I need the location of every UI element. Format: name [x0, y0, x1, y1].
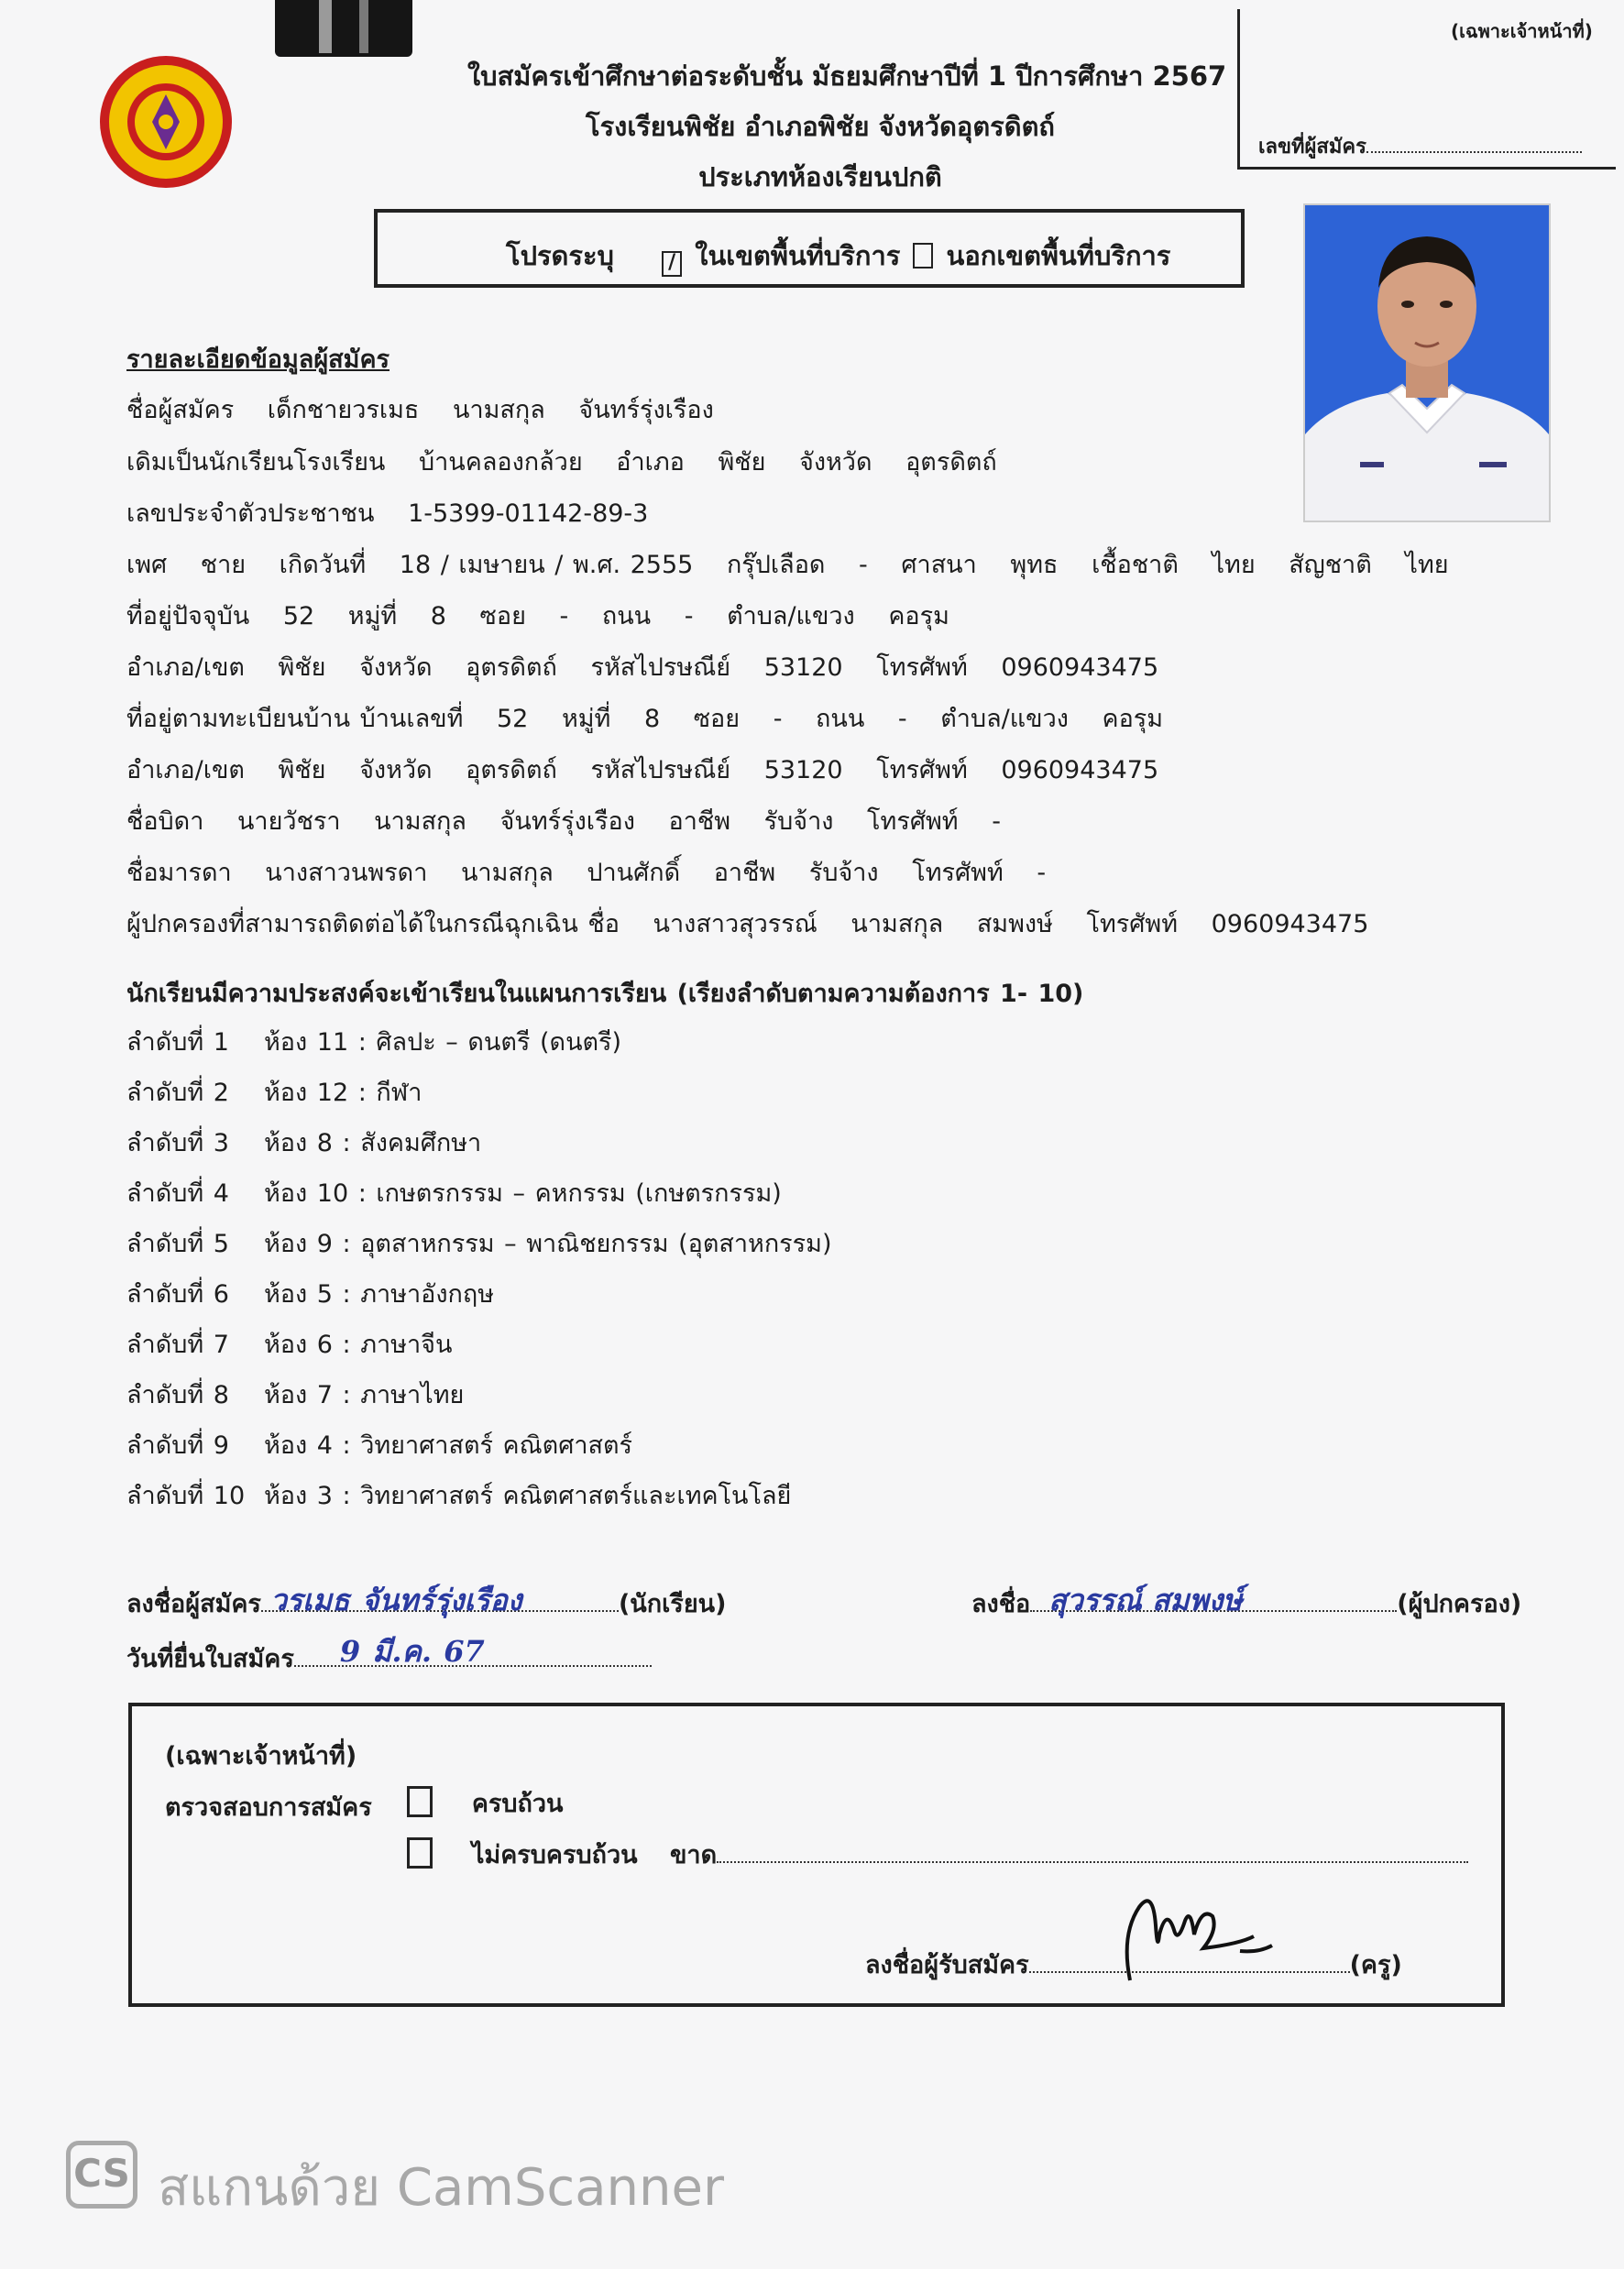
applicant-section-title: รายละเอียดข้อมูลผู้สมัคร — [126, 345, 390, 374]
plan-room: ห้อง 12 : กีฬา — [264, 1079, 422, 1107]
plan-rank: ลำดับที่ 10 — [126, 1482, 246, 1510]
submit-date-row: วันที่ยื่นใบสมัคร 9 มี.ค. 67 — [126, 1639, 652, 1678]
plan-rank: ลำดับที่ 8 — [126, 1381, 229, 1409]
study-plan-item — [126, 1123, 481, 1162]
birth-date: 18 / เมษายน / พ.ศ. 2555 — [399, 551, 694, 579]
plan-rank: ลำดับที่ 3 — [126, 1129, 229, 1157]
mother-row: ชื่อมารดา นางสาวนพรดา นามสกุล ปานศักดิ์ อาชีพ รับจ้าง โทรศัพท์ - — [126, 859, 1047, 887]
father-name: นายวัชรา — [236, 807, 341, 836]
in-area-checkbox[interactable]: / — [662, 251, 682, 277]
form-title: ใบสมัครเข้าศึกษาต่อระดับชั้น มัธยมศึกษาปีที่ 1 ปีการศึกษา 2567 — [467, 60, 1227, 92]
applicant-name-row: ชื่อผู้สมัคร เด็กชายวรเมธ นามสกุล จันทร์รุ่งเรือง — [126, 396, 714, 424]
mother-name: นางสาวนพรดา — [265, 859, 428, 887]
study-plan-item — [126, 1324, 452, 1364]
out-area-checkbox[interactable] — [913, 243, 933, 269]
incomplete-checkbox[interactable] — [407, 1837, 433, 1869]
submit-date: 9 มี.ค. 67 — [339, 1634, 485, 1669]
registered-address-row-1: ที่อยู่ตามทะเบียนบ้าน บ้านเลขที่ 52 หมู่ที่ 8 ซอย - ถนน - ตำบล/แขวง คอรุม — [126, 705, 1164, 733]
plan-rank: ลำดับที่ 5 — [126, 1230, 229, 1258]
plan-rank: ลำดับที่ 1 — [126, 1028, 229, 1057]
complete-option: ครบถ้วน — [407, 1783, 563, 1823]
plan-room: ห้อง 10 : เกษตรกรรม – คหกรรม (เกษตรกรรม) — [264, 1179, 782, 1208]
plan-room: ห้อง 5 : ภาษาอังกฤษ — [264, 1280, 495, 1309]
registered-address-row-2: อำเภอ/เขต พิชัย จังหวัด อุตรดิตถ์ รหัสไปรษณีย์ 53120 โทรศัพท์ 0960943475 — [126, 756, 1159, 784]
officer-only-label: (เฉพาะเจ้าหน้าที่) — [1451, 20, 1593, 42]
complete-checkbox[interactable] — [407, 1786, 433, 1817]
study-plan-item — [126, 1223, 832, 1263]
applicant-surname: จันทร์รุ่งเรือง — [578, 396, 714, 424]
previous-school: บ้านคลองกล้วย — [419, 448, 583, 477]
plan-room: ห้อง 6 : ภาษาจีน — [264, 1331, 453, 1359]
plan-rank: ลำดับที่ 4 — [126, 1179, 229, 1208]
applicant-photo — [1303, 203, 1551, 522]
guardian-row: ผู้ปกครองที่สามารถติดต่อได้ในกรณีฉุกเฉิน ชื่อ นางสาวสุวรรณ์ นามสกุล สมพงษ์ โทรศัพท์ 0960943475 — [126, 910, 1369, 938]
plan-room: ห้อง 7 : ภาษาไทย — [264, 1381, 465, 1409]
incomplete-option: ไม่ครบครบถ้วน ขาด — [407, 1835, 1468, 1874]
study-plan-title: นักเรียนมีความประสงค์จะเข้าเรียนในแผนการเรียน (เรียงลำดับตามความต้องการ 1- 10) — [126, 980, 1084, 1008]
officer-corner-box — [1237, 9, 1616, 170]
receiver-signature-row: ลงชื่อผู้รับสมัคร (ครู) — [865, 1945, 1402, 1984]
out-area-label: นอกเขตพื้นที่บริการ — [946, 240, 1171, 271]
service-area-box — [374, 209, 1245, 288]
plan-room: ห้อง 9 : อุตสาหกรรม – พาณิชยกรรม (อุตสาหกรรม) — [264, 1230, 832, 1258]
plan-room: ห้อง 8 : สังคมศึกษา — [264, 1129, 482, 1157]
guardian-signature-row: ลงชื่อ สุวรรณ์ สมพงษ์ (ผู้ปกครอง) — [971, 1584, 1521, 1623]
area-prompt: โปรดระบุ — [506, 240, 614, 271]
plan-rank: ลำดับที่ 2 — [126, 1079, 229, 1107]
school-line: โรงเรียนพิชัย อำเภอพิชัย จังหวัดอุตรดิตถ์ — [586, 111, 1055, 142]
id-number: 1-5399-01142-89-3 — [408, 499, 649, 528]
study-plan-item — [126, 1274, 494, 1313]
plan-room: ห้อง 4 : วิทยาศาสตร์ คณิตศาสตร์ — [264, 1431, 633, 1460]
plan-rank: ลำดับที่ 9 — [126, 1431, 229, 1460]
current-address-row-1: ที่อยู่ปัจจุบัน 52 หมู่ที่ 8 ซอย - ถนน - ตำบล/แขวง คอรุม — [126, 602, 949, 630]
study-plan-item — [126, 1375, 464, 1414]
school-logo — [97, 53, 235, 191]
classroom-type: ประเภทห้องเรียนปกติ — [698, 161, 942, 192]
id-number-row: เลขประจำตัวประชาชน 1-5399-01142-89-3 — [126, 499, 649, 528]
plan-rank: ลำดับที่ 7 — [126, 1331, 229, 1359]
study-plan-item — [126, 1173, 782, 1212]
guardian-name: นางสาวสุวรรณ์ — [653, 910, 817, 938]
applicant-signature: วรเมธ จันทร์รุ่งเรือง — [269, 1583, 522, 1617]
personal-info-row: เพศ ชาย เกิดวันที่ 18 / เมษายน / พ.ศ. 2555 กรุ๊ปเลือด - ศาสนา พุทธ เชื้อชาติ ไทย สัญชาติ ไทย — [126, 551, 1449, 579]
applicant-no-field: เลขที่ผู้สมัคร — [1258, 130, 1582, 162]
plan-room: ห้อง 3 : วิทยาศาสตร์ คณิตศาสตร์และเทคโนโลยี — [264, 1482, 792, 1510]
binder-clip — [275, 0, 412, 57]
study-plan-item — [126, 1022, 621, 1061]
staff-title: (เฉพาะเจ้าหน้าที่) — [165, 1742, 357, 1770]
guardian-signature: สุวรรณ์ สมพงษ์ — [1048, 1583, 1243, 1617]
applicant-signature-row: ลงชื่อผู้สมัคร วรเมธ จันทร์รุ่งเรือง (นักเรียน) — [126, 1584, 726, 1623]
previous-school-row: เดิมเป็นนักเรียนโรงเรียน บ้านคลองกล้วย อำเภอ พิชัย จังหวัด อุตรดิตถ์ — [126, 448, 997, 477]
current-address-row-2: อำเภอ/เขต พิชัย จังหวัด อุตรดิตถ์ รหัสไปรษณีย์ 53120 โทรศัพท์ 0960943475 — [126, 653, 1159, 682]
missing-items-field[interactable] — [717, 1861, 1468, 1863]
staff-section — [128, 1703, 1505, 2007]
in-area-label: ในเขตพื้นที่บริการ — [695, 240, 901, 271]
father-row: ชื่อบิดา นายวัชรา นามสกุล จันทร์รุ่งเรือง อาชีพ รับจ้าง โทรศัพท์ - — [126, 807, 1001, 836]
applicant-name: เด็กชายวรเมธ — [267, 396, 420, 424]
plan-rank: ลำดับที่ 6 — [126, 1280, 229, 1309]
plan-room: ห้อง 11 : ศิลปะ – ดนตรี (ดนตรี) — [264, 1028, 622, 1057]
camscanner-watermark: สแกนด้วย CamScanner — [158, 2158, 724, 2218]
check-application-label: ตรวจสอบการสมัคร — [165, 1793, 372, 1822]
study-plan-item — [126, 1425, 632, 1464]
study-plan-item — [126, 1475, 791, 1515]
camscanner-logo: CS — [66, 2141, 137, 2209]
study-plan-item — [126, 1072, 422, 1112]
receiver-signature — [1103, 1880, 1286, 1989]
